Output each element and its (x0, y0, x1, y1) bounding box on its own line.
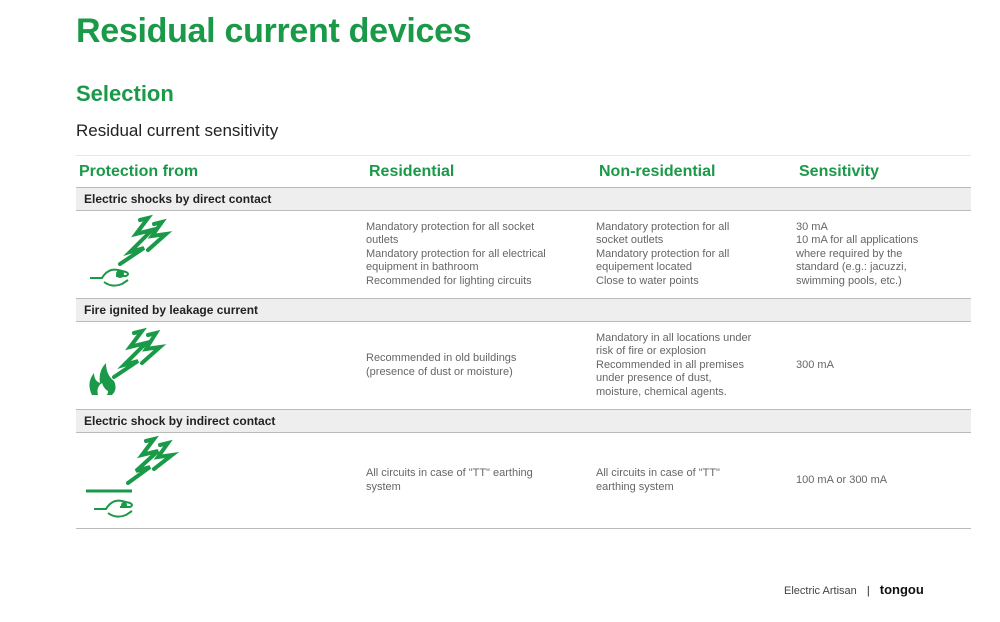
fire-leakage-icon (76, 322, 366, 410)
category-row (76, 188, 971, 211)
header-sensitivity: Sensitivity (796, 156, 971, 188)
table-header-row (76, 156, 971, 188)
non-residential-cell: Mandatory protection for all socket outlets Mandatory protection for all equipement located Close to water points (596, 211, 796, 299)
table-row (76, 211, 971, 299)
residential-cell: Recommended in old buildings (presence of dust or moisture) (366, 322, 596, 410)
sensitivity-table (76, 155, 971, 529)
indirect-contact-shock-icon (76, 433, 366, 529)
category-fire-leakage: Fire ignited by leakage current (76, 299, 971, 322)
footer-separator: | (866, 585, 870, 597)
header-non-residential: Non-residential (596, 156, 796, 188)
sensitivity-cell: 30 mA 10 mA for all applications where required by the standard (e.g.: jacuzzi, swimming pools, etc.) (796, 211, 971, 299)
non-residential-cell: All circuits in case of "TT" earthing system (596, 433, 796, 529)
footer (784, 582, 924, 597)
table-row (76, 322, 971, 410)
table-row (76, 433, 971, 529)
residential-cell: All circuits in case of "TT" earthing system (366, 433, 596, 529)
header-protection-from: Protection from (76, 156, 366, 188)
footer-tagline: Electric Artisan (784, 585, 857, 597)
category-indirect-contact: Electric shock by indirect contact (76, 410, 971, 433)
sensitivity-cell: 100 mA or 300 mA (796, 433, 971, 529)
direct-contact-shock-icon (76, 211, 366, 299)
page-subtitle: Selection (76, 81, 174, 106)
header-residential: Residential (366, 156, 596, 188)
section-heading: Residual current sensitivity (76, 121, 279, 140)
category-direct-contact: Electric shocks by direct contact (76, 188, 971, 211)
brand-logo: tongou (879, 582, 924, 597)
category-row (76, 299, 971, 322)
residential-cell: Mandatory protection for all socket outlets Mandatory protection for all electrical equipment in bathroom Recommended for lighting circuits (366, 211, 596, 299)
sensitivity-cell: 300 mA (796, 322, 971, 410)
non-residential-cell: Mandatory in all locations under risk of fire or explosion Recommended in all premises under presence of dust, moisture, chemical agents. (596, 322, 796, 410)
page-title: Residual current devices (76, 12, 472, 50)
category-row (76, 410, 971, 433)
